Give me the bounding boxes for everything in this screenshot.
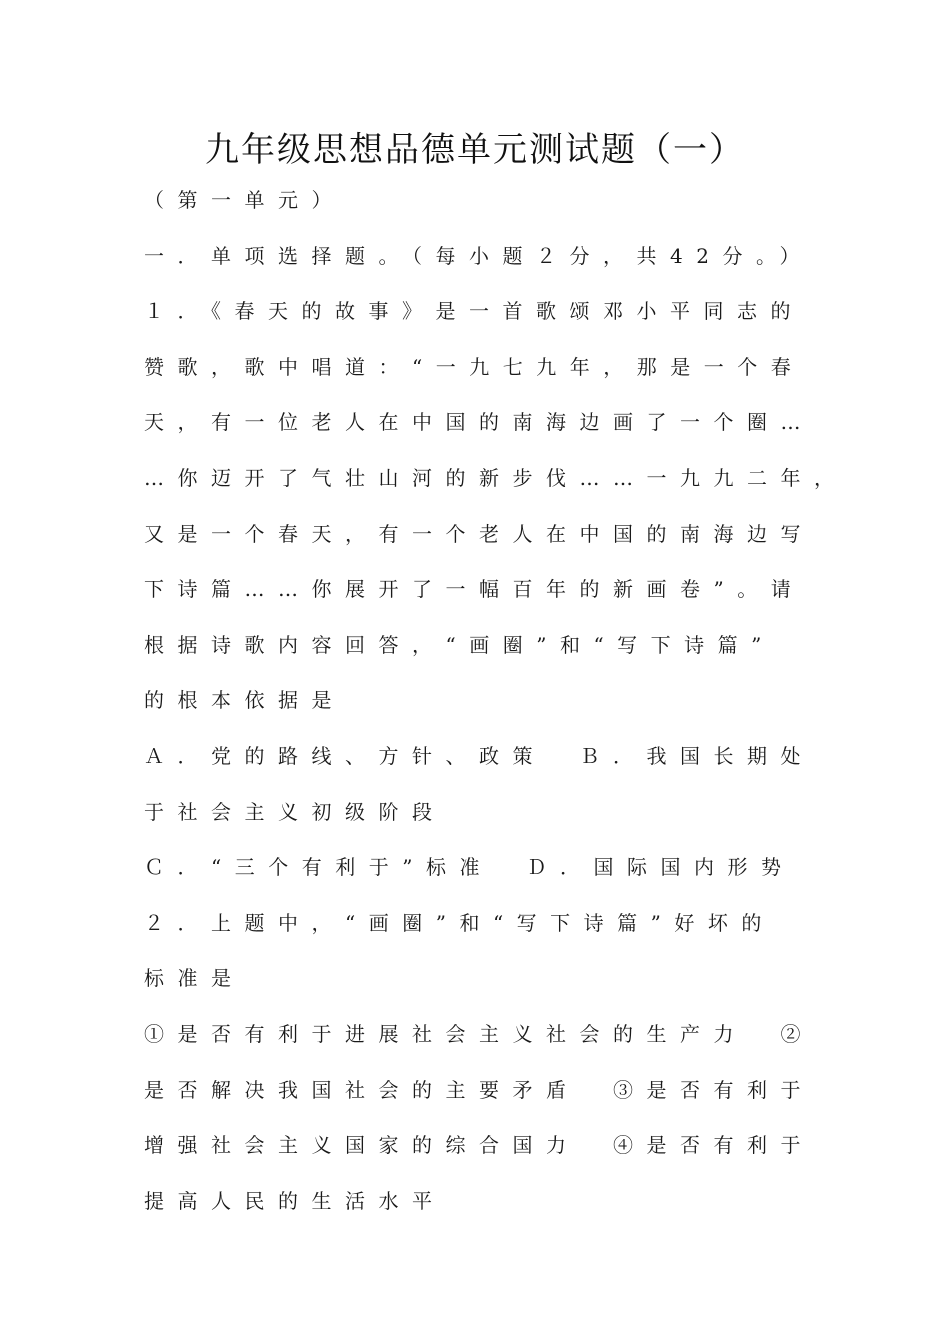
text-line: ２．上题中，“画圈”和“写下诗篇”好坏的	[144, 911, 775, 935]
text-line: 又是一个春天，有一个老人在中国的南海边写	[144, 522, 814, 546]
text-line: 根据诗歌内容回答，“画圈”和“写下诗篇”	[144, 633, 775, 657]
text-line: 下诗篇……你展开了一幅百年的新画卷”。请	[144, 577, 805, 601]
answer-option-line: Ｃ．“三个有利于”标准 Ｄ．国际国内形势	[144, 855, 795, 879]
text-line: 标准是	[144, 966, 245, 990]
document-title: 九年级思想品德单元测试题（一）	[205, 130, 745, 170]
text-line: １．《春天的故事》是一首歌颂邓小平同志的	[144, 299, 804, 323]
answer-option-line: Ａ．党的路线、方针、政策 Ｂ．我国长期处	[144, 744, 814, 768]
text-line: …你迈开了气壮山河的新步伐……一九九二年，	[144, 466, 848, 490]
text-line: 天，有一位老人在中国的南海边画了一个圈…	[144, 410, 814, 434]
text-line: 提高人民的生活水平	[144, 1189, 446, 1213]
text-line: 赞歌，歌中唱道：“一九七九年，那是一个春	[144, 355, 805, 379]
text-line: 是否解决我国社会的主要矛盾 ③是否有利于	[144, 1078, 814, 1102]
section-heading: （第一单元）	[144, 188, 345, 212]
answer-option-line: 于社会主义初级阶段	[144, 800, 446, 824]
question-type-heading: 一．单项选择题。（每小题２分，共42分。）	[144, 244, 813, 268]
text-line: 的根本依据是	[144, 688, 345, 712]
text-line: 增强社会主义国家的综合国力 ④是否有利于	[144, 1133, 814, 1157]
text-line: ①是否有利于进展社会主义社会的生产力 ②	[144, 1022, 814, 1046]
